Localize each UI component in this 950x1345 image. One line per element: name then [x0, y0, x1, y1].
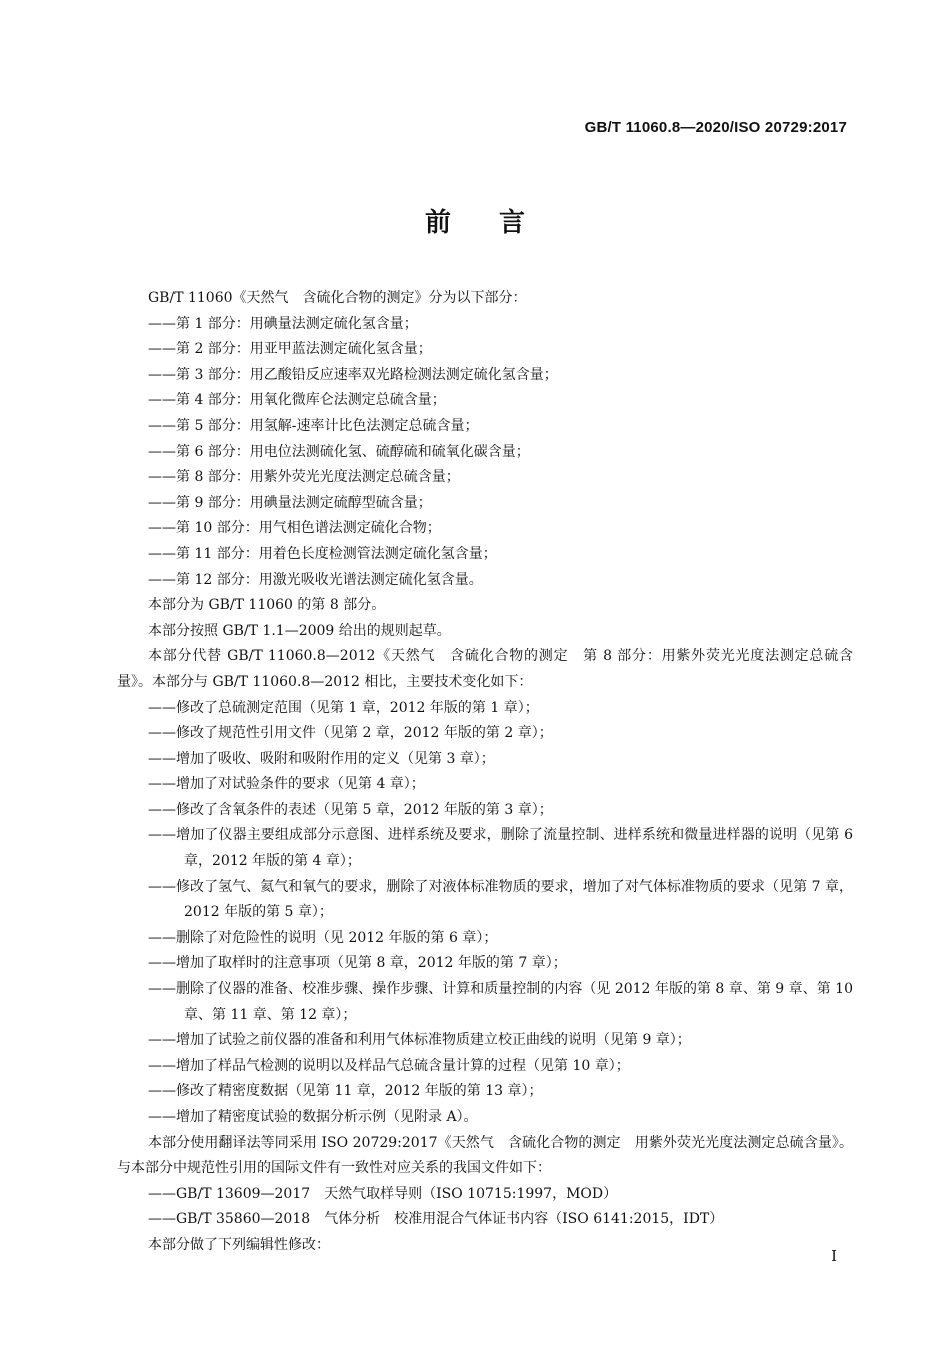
list-item: ——增加了吸收、吸附和吸附作用的定义（见第 3 章）；: [148, 750, 495, 767]
list-item: ——第 2 部分：用亚甲蓝法测定硫化氢含量；: [148, 341, 432, 358]
list-item: ——第 4 部分：用氧化微库仑法测定总硫含量；: [148, 392, 446, 409]
list-item: ——修改了精密度数据（见第 11 章，2012 年版的第 13 章）；: [148, 1083, 543, 1100]
list-item: ——GB/T 35860—2018 气体分析 校准用混合气体证书内容（ISO 6141:2015，IDT）: [148, 1211, 724, 1228]
list-item: ——第 9 部分：用碘量法测定硫醇型硫含量；: [148, 494, 432, 511]
list-item: ——第 10 部分：用气相色谱法测定硫化合物；: [148, 520, 441, 537]
list-item: ——第 11 部分：用着色长度检测管法测定硫化氢含量；: [148, 545, 497, 562]
drafting-rule: 本部分按照 GB/T 1.1—2009 给出的规则起草。: [148, 622, 451, 639]
list-item: ——第 5 部分：用氢解-速率计比色法测定总硫含量；: [148, 417, 479, 434]
list-item: ——修改了规范性引用文件（见第 2 章，2012 年版的第 2 章）；: [148, 725, 553, 742]
list-item: ——增加了精密度试验的数据分析示例（见附录 A）。: [148, 1109, 478, 1125]
list-item: ——第 12 部分：用激光吸收光谱法测定硫化氢含量。: [148, 571, 483, 588]
page-number: I: [831, 1247, 837, 1265]
list-item: ——修改了总硫测定范围（见第 1 章，2012 年版的第 1 章）；: [148, 699, 539, 716]
list-item: ——GB/T 13609—2017 天然气取样导则（ISO 10715:1997，MOD）: [148, 1185, 618, 1202]
part-statement: 本部分为 GB/T 11060 的第 8 部分。: [148, 597, 386, 614]
translation-paragraph: 本部分使用翻译法等同采用 ISO 20729:2017《天然气 含硫化合物的测定 用紫外荧光光度法测定总硫含量》。与本部分中规范性引用的国际文件有一致性对应关系的我国文件如下：: [117, 1134, 853, 1177]
list-item: ——第 1 部分：用碘量法测定硫化氢含量；: [148, 315, 418, 332]
list-item: ——第 6 部分：用电位法测硫化氢、硫醇硫和硫氧化碳含量；: [148, 443, 530, 460]
list-item: ——增加了试验之前仪器的准备和利用气体标准物质建立校正曲线的说明（见第 9 章）；: [148, 1032, 691, 1049]
list-item: ——第 3 部分：用乙酸铅反应速率双光路检测法测定硫化氢含量；: [148, 366, 558, 383]
standard-code: GB/T 11060.8—2020/ISO 20729:2017: [584, 119, 847, 136]
replaces-paragraph: 本部分代替 GB/T 11060.8—2012《天然气 含硫化合物的测定 第 8 部分：用紫外荧光光度法测定总硫含量》。本部分与 GB/T 11060.8—2012 相比，主要技术变化如下：: [117, 648, 853, 690]
page-title: 前言: [424, 208, 573, 238]
list-item: ——修改了含氧条件的表述（见第 5 章，2012 年版的第 3 章）；: [148, 801, 553, 818]
list-item: ——删除了仪器的准备、校准步骤、操作步骤、计算和质量控制的内容（见 2012 年版的第 8 章、第 9 章、第 10 章、第 11 章、第 12 章）；: [148, 981, 853, 1023]
list-item: ——增加了仪器主要组成部分示意图、进样系统及要求，删除了流量控制、进样系统和微量进样器的说明（见第 6 章，2012 年版的第 4 章）；: [148, 827, 853, 870]
list-item: ——增加了样品气检测的说明以及样品气总硫含量计算的过程（见第 10 章）；: [148, 1057, 630, 1074]
list-item: ——修改了氢气、氦气和氧气的要求，删除了对液体标准物质的要求，增加了对气体标准物质的要求（见第 7 章，2012 年版的第 5 章）；: [148, 878, 853, 921]
list-item: ——增加了对试验条件的要求（见第 4 章）；: [148, 776, 425, 793]
list-item: ——第 8 部分：用紫外荧光光度法测定总硫含量；: [148, 469, 460, 486]
intro-paragraph: GB/T 11060《天然气 含硫化合物的测定》分为以下部分：: [148, 290, 527, 306]
editorial-paragraph: 本部分做了下列编辑性修改：: [148, 1236, 330, 1253]
list-item: ——删除了对危险性的说明（见 2012 年版的第 6 章）；: [148, 929, 498, 946]
list-item: ——增加了取样时的注意事项（见第 8 章，2012 年版的第 7 章）；: [148, 955, 567, 972]
foreword-body: [117, 286, 853, 1259]
